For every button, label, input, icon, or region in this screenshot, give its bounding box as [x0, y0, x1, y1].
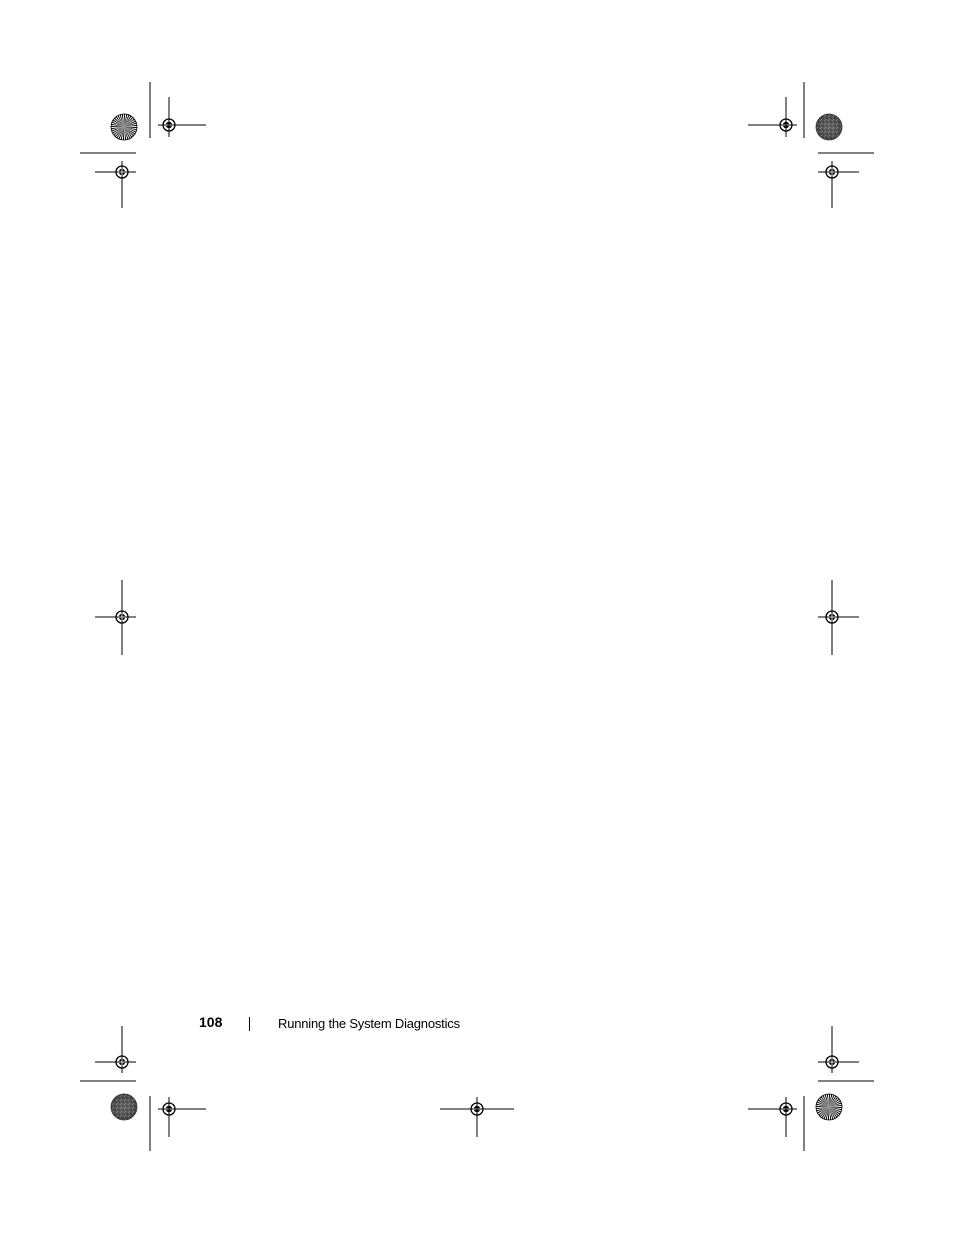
bottom-left-marks	[80, 1026, 206, 1151]
gray-textured-disc-icon	[816, 114, 842, 140]
footer-divider	[249, 1017, 250, 1031]
registration-crosshair-icon	[775, 97, 797, 137]
registration-crosshair-icon	[821, 606, 843, 628]
registration-crosshair-icon	[111, 1051, 133, 1073]
top-left-marks	[80, 82, 206, 208]
registration-crosshair-icon	[158, 1097, 180, 1137]
chapter-title: Running the System Diagnostics	[278, 1016, 460, 1031]
registration-crosshair-icon	[111, 606, 133, 628]
bottom-center-marks	[440, 1097, 514, 1137]
registration-crosshair-icon	[466, 1097, 488, 1137]
bottom-right-marks	[748, 1026, 874, 1151]
color-bar-starburst-icon	[111, 114, 137, 140]
middle-left-marks	[95, 580, 136, 655]
registration-crosshair-icon	[775, 1097, 797, 1137]
gray-textured-disc-icon	[111, 1094, 137, 1120]
registration-crosshair-icon	[821, 1051, 843, 1073]
registration-crosshair-icon	[821, 161, 843, 183]
color-bar-starburst-icon	[816, 1094, 842, 1120]
middle-right-marks	[818, 580, 859, 655]
registration-crosshair-icon	[158, 97, 180, 137]
top-right-marks	[748, 82, 874, 208]
page-number: 108	[199, 1014, 223, 1030]
registration-crosshair-icon	[111, 161, 133, 183]
